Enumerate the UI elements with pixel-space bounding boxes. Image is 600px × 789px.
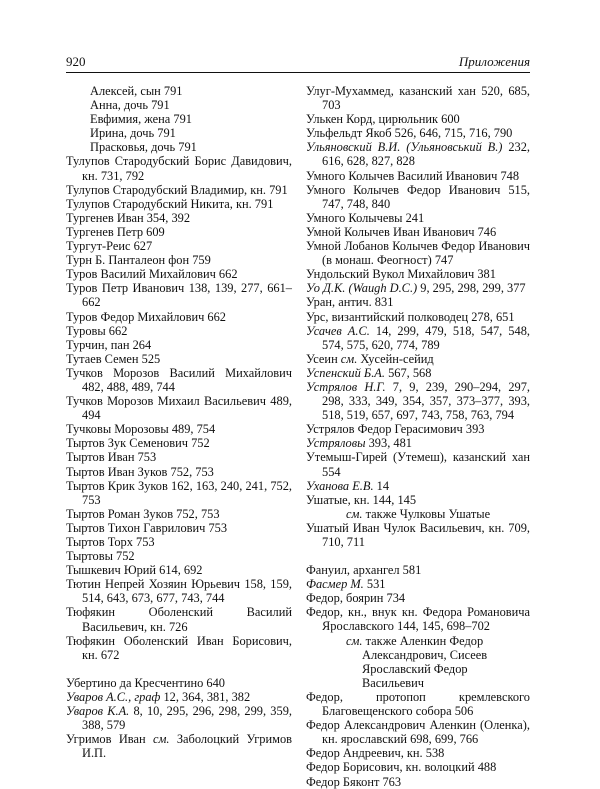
entry-text: Федор, кн., внук кн. Федора Романовича Ярославского 144, 145, 698–702	[306, 605, 530, 634]
index-entry	[66, 732, 292, 760]
entry-text: Убертино да Кресчентино 640	[66, 675, 225, 690]
entry-text: Тышкевич Юрий 614, 692	[66, 563, 203, 578]
letter-section-gap	[306, 549, 530, 563]
entry-text: Ушатый Иван Чулок Васильевич, кн. 709, 710, 711	[306, 520, 530, 549]
index-entry	[66, 521, 292, 535]
entry-text: Турн Б. Панталеон фон 759	[66, 253, 211, 268]
index-entry	[306, 112, 530, 126]
entry-text: Федор Александрович Аленкин (Оленка), кн. ярославский 698, 699, 766	[306, 718, 530, 747]
index-entry	[306, 775, 530, 789]
index-entry	[306, 422, 530, 436]
index-entry	[66, 507, 292, 521]
entry-text: Тургенев Иван 354, 392	[66, 210, 191, 225]
index-entry	[306, 577, 530, 591]
running-title: Приложения	[458, 54, 530, 69]
index-entry	[66, 577, 292, 605]
index-entry	[306, 563, 530, 577]
letter-section-gap	[66, 662, 292, 676]
index-entry	[66, 154, 292, 182]
index-entry	[306, 746, 530, 760]
entry-text: Умной Колычев Иван Иванович 746	[306, 224, 497, 239]
entry-author-name: Уваров А.С., граф	[66, 689, 161, 704]
index-entry	[66, 450, 292, 464]
index-entry	[66, 394, 292, 422]
entry-text: 232, 616, 628, 827, 828	[322, 140, 530, 169]
index-entry	[66, 197, 292, 211]
entry-text: Тюфякин Оболенский Иван Борисович, кн. 672	[66, 633, 292, 662]
index-entry	[306, 450, 530, 478]
entry-text: Анна, дочь 791	[90, 98, 170, 113]
index-entry	[306, 634, 530, 690]
index-entry	[306, 84, 530, 112]
entry-text: Федор, протопоп кремлевского Благовещенского собора 506	[306, 689, 530, 719]
index-entry	[306, 239, 530, 267]
index-entry	[66, 549, 292, 563]
entry-text: 9, 295, 298, 299, 377	[417, 281, 526, 296]
entry-text: Тургенев Петр 609	[66, 224, 165, 239]
entry-text: Тулупов Стародубский Никита, кн. 791	[66, 196, 274, 211]
entry-text: Уран, антич. 831	[306, 295, 394, 310]
index-entry	[306, 126, 530, 140]
index-entry	[66, 352, 292, 366]
index-entry	[66, 267, 292, 281]
entry-text: Ульфельдт Якоб 526, 646, 715, 716, 790	[306, 126, 513, 141]
entry-text: Прасковья, дочь 791	[90, 140, 197, 155]
index-entry	[66, 98, 292, 112]
entry-text: Тучков Морозов Василий Михайлович 482, 488, 489, 744	[66, 365, 292, 394]
index-entry	[66, 605, 292, 633]
index-entry	[66, 634, 292, 662]
index-column-left	[66, 84, 292, 760]
index-entry	[306, 493, 530, 507]
see-reference: см.	[340, 351, 358, 366]
entry-text: Умного Колычев Василий Иванович 748	[306, 168, 520, 183]
entry-author-name: Уваров К.А.	[66, 704, 130, 719]
index-entry	[306, 436, 530, 450]
entry-author-name: Уханова Е.В.	[306, 478, 374, 493]
index-entry	[66, 239, 292, 253]
index-entry	[66, 465, 292, 479]
index-entry	[306, 310, 530, 324]
entry-text: Тюфякин Оболенский Василий Васильевич, кн. 726	[66, 605, 292, 634]
entry-text: Тутаев Семен 525	[66, 351, 161, 366]
entry-author-name: Ульяновский В.И. (Ульяновський В.)	[306, 140, 503, 155]
entry-text: Фануил, архангел 581	[306, 563, 422, 578]
entry-text-cont: Заболоцкий Угримов И.П.	[82, 732, 292, 761]
entry-text: Тыртов Зук Семенович 752	[66, 436, 210, 451]
index-entry	[66, 112, 292, 126]
index-entry	[66, 422, 292, 436]
entry-author-name: Успенский Б.А.	[306, 365, 385, 380]
index-entry	[306, 690, 530, 718]
entry-text: Тыртов Тихон Гаврилович 753	[66, 520, 228, 535]
index-entry	[66, 253, 292, 267]
entry-text: Урс, византийский полководец 278, 651	[306, 309, 515, 324]
index-entry	[306, 225, 530, 239]
entry-author-name: Фасмер М.	[306, 577, 364, 592]
index-entry	[306, 281, 530, 295]
entry-text: Турчин, пан 264	[66, 337, 152, 352]
entry-text: Тыртов Роман Зуков 752, 753	[66, 506, 220, 521]
entry-text: Умного Колычевы 241	[306, 210, 425, 225]
index-entry	[306, 507, 530, 521]
entry-text: Алексей, сын 791	[90, 84, 183, 98]
index-entry	[306, 479, 530, 493]
entry-text: 7, 9, 239, 290–294, 297, 298, 333, 349, 354, 357, 373–377, 393, 518, 519, 657, 697, 743, 758, 763, 794	[322, 379, 531, 423]
entry-text: Тыртовы 752	[66, 549, 135, 564]
entry-text: Туровы 662	[66, 323, 128, 338]
entry-text: Усеин	[306, 351, 341, 366]
entry-text: Тургут-Реис 627	[66, 239, 153, 254]
entry-text: Федор Борисович, кн. волоцкий 488	[306, 760, 497, 775]
see-reference: см.	[152, 732, 170, 747]
index-entry	[306, 760, 530, 774]
entry-text: 393, 481	[365, 436, 412, 451]
entry-text: 531	[363, 577, 386, 592]
index-entry	[306, 591, 530, 605]
index-entry	[306, 267, 530, 281]
index-entry	[306, 605, 530, 633]
entry-text: Тучков Морозов Михаил Васильевич 489, 494	[66, 394, 292, 423]
index-entry	[66, 324, 292, 338]
index-entry	[66, 535, 292, 549]
entry-text: Туров Петр Иванович 138, 139, 277, 661–662	[66, 281, 292, 310]
header-rule	[66, 72, 530, 73]
entry-text: Улуг-Мухаммед, казанский хан 520, 685, 703	[306, 84, 530, 113]
entry-text-cont: также Аленкин Федор Александрович, Сисеев Ярославский Федор Васильевич	[362, 633, 488, 690]
entry-text: Устрялов Федор Герасимович 393	[306, 422, 485, 437]
index-entry	[66, 338, 292, 352]
entry-text: Умной Лобанов Колычев Федор Иванович (в монаш. Феогност) 747	[306, 239, 530, 268]
entry-text: Тыртов Иван Зуков 752, 753	[66, 464, 214, 479]
entry-text: Федор Андреевич, кн. 538	[306, 746, 445, 761]
entry-text: Федор Бяконт 763	[306, 774, 402, 789]
entry-text: Угримов Иван	[66, 732, 153, 747]
index-entry	[306, 352, 530, 366]
index-entry	[66, 211, 292, 225]
index-entry	[66, 690, 292, 704]
entry-text-cont: Хусейн-сейид	[357, 351, 434, 366]
entry-author-name: Устряловы	[306, 436, 366, 451]
index-entry	[66, 563, 292, 577]
entry-text: Ундольский Вукол Михайлович 381	[306, 267, 496, 282]
index-entry	[306, 521, 530, 549]
index-entry	[66, 183, 292, 197]
see-reference: см.	[346, 506, 363, 521]
entry-author-name: Устрялов Н.Г.	[306, 379, 386, 394]
entry-text: Тулупов Стародубский Владимир, кн. 791	[66, 182, 288, 197]
entry-text: Туров Федор Михайлович 662	[66, 309, 226, 324]
entry-text: 14	[373, 478, 390, 493]
page-number: 920	[66, 54, 86, 69]
entry-text: Ушатые, кн. 144, 145	[306, 492, 417, 507]
entry-text: Тыртов Торх 753	[66, 535, 155, 549]
index-entry	[306, 718, 530, 746]
index-entry	[306, 140, 530, 168]
entry-text-cont: также Чулковы Ушатые	[362, 506, 491, 521]
entry-text: 8, 10, 295, 296, 298, 299, 359, 388, 579	[82, 704, 292, 733]
entry-author-name: Усачев А.С.	[306, 323, 370, 338]
entry-text: Улькен Корд, цирюльник 600	[306, 112, 460, 127]
entry-text: Ирина, дочь 791	[90, 126, 176, 141]
entry-text: Федор, боярин 734	[306, 591, 406, 606]
index-entry	[66, 366, 292, 394]
index-entry	[306, 380, 530, 422]
index-entry	[306, 211, 530, 225]
index-entry	[66, 84, 292, 98]
index-column-right	[306, 84, 530, 789]
index-entry	[66, 126, 292, 140]
entry-text: 12, 364, 381, 382	[160, 689, 251, 704]
page-header	[66, 50, 530, 72]
index-entry	[66, 436, 292, 450]
index-entry	[306, 295, 530, 309]
index-entry	[306, 183, 530, 211]
index-entry	[66, 479, 292, 507]
index-entry	[306, 366, 530, 380]
entry-text: Умного Колычев Федор Иванович 515, 747, 748, 840	[306, 182, 530, 211]
see-reference: см.	[346, 633, 363, 648]
index-entry	[66, 281, 292, 309]
entry-text: Утемыш-Гирей (Утемеш), казанский хан 554	[306, 450, 530, 479]
index-entry	[66, 140, 292, 154]
entry-author-name: Уо Д.К. (Waugh D.C.)	[306, 281, 418, 296]
entry-text: Туров Василий Михайлович 662	[66, 267, 238, 282]
entry-text: Тучковы Морозовы 489, 754	[66, 422, 216, 437]
index-entry	[66, 225, 292, 239]
index-entry	[66, 310, 292, 324]
entry-text: Тыртов Иван 753	[66, 450, 157, 465]
entry-text: Евфимия, жена 791	[90, 112, 192, 127]
entry-text: 14, 299, 479, 518, 547, 548, 574, 575, 620, 774, 789	[322, 323, 530, 352]
entry-text: Тыртов Крик Зуков 162, 163, 240, 241, 752, 753	[66, 478, 292, 507]
entry-text: Тулупов Стародубский Борис Давидович, кн. 731, 792	[66, 154, 292, 183]
index-entry	[306, 324, 530, 352]
entry-text: 567, 568	[384, 365, 432, 380]
index-entry	[306, 169, 530, 183]
entry-text: Тютин Непрей Хозяин Юрьевич 158, 159, 514, 643, 673, 677, 743, 744	[66, 577, 292, 606]
index-entry	[66, 704, 292, 732]
index-entry	[66, 676, 292, 690]
